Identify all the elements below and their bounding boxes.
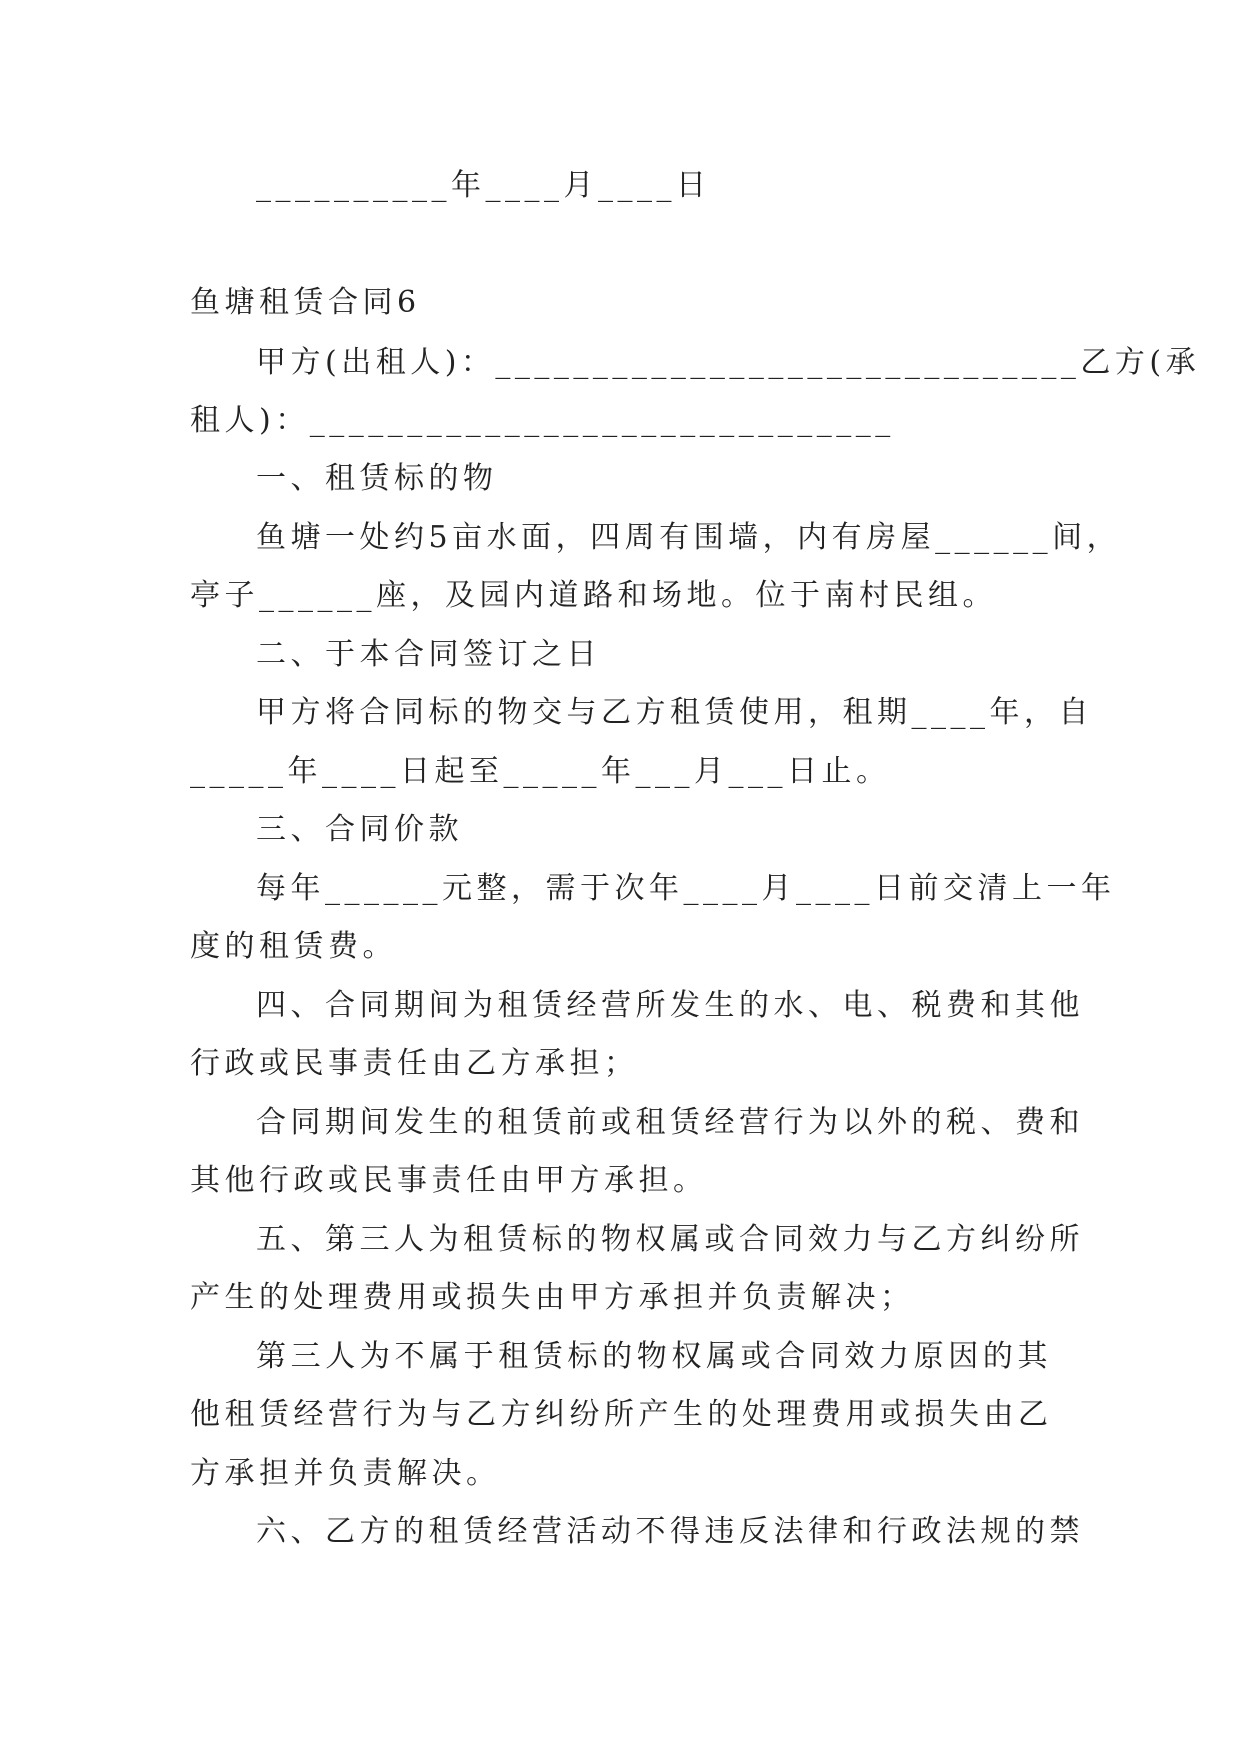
contract-title: 鱼塘租赁合同6 <box>190 285 421 320</box>
paragraph-line: _____年____日起至_____年___月___日止。 <box>190 754 891 789</box>
paragraph-line: 鱼塘一处约5亩水面，四周有围墙，内有房屋______间， <box>256 520 1122 555</box>
paragraph-line: 每年______元整，需于次年____月____日前交清上一年 <box>256 871 1116 906</box>
section-heading-3: 三、合同价款 <box>256 812 463 847</box>
paragraph-line: 他租赁经营行为与乙方纠纷所产生的处理费用或损失由乙 <box>190 1397 1053 1432</box>
paragraph-line: 四、合同期间为租赁经营所发生的水、电、税费和其他 <box>256 988 1084 1023</box>
paragraph-line: 方承担并负责解决。 <box>190 1456 501 1491</box>
date-line: __________年____月____日 <box>256 168 711 203</box>
party-b-line: 租人)：______________________________ <box>190 403 895 438</box>
paragraph-line: 甲方将合同标的物交与乙方租赁使用，租期____年，自 <box>256 695 1093 730</box>
paragraph-line: 产生的处理费用或损失由甲方承担并负责解决； <box>190 1280 915 1315</box>
paragraph-line: 亭子______座，及园内道路和场地。位于南村民组。 <box>190 578 997 613</box>
section-heading-2: 二、于本合同签订之日 <box>256 637 601 672</box>
section-heading-1: 一、租赁标的物 <box>256 461 498 496</box>
party-a-line: 甲方(出租人)：______________________________乙方(承 <box>256 345 1201 380</box>
paragraph-line: 其他行政或民事责任由甲方承担。 <box>190 1163 708 1198</box>
paragraph-line: 行政或民事责任由乙方承担； <box>190 1046 639 1081</box>
paragraph-line: 五、第三人为租赁标的物权属或合同效力与乙方纠纷所 <box>256 1222 1084 1257</box>
paragraph-line: 合同期间发生的租赁前或租赁经营行为以外的税、费和 <box>256 1105 1084 1140</box>
paragraph-line: 度的租赁费。 <box>190 929 397 964</box>
paragraph-line: 六、乙方的租赁经营活动不得违反法律和行政法规的禁 <box>256 1514 1084 1549</box>
paragraph-line: 第三人为不属于租赁标的物权属或合同效力原因的其 <box>256 1339 1052 1374</box>
